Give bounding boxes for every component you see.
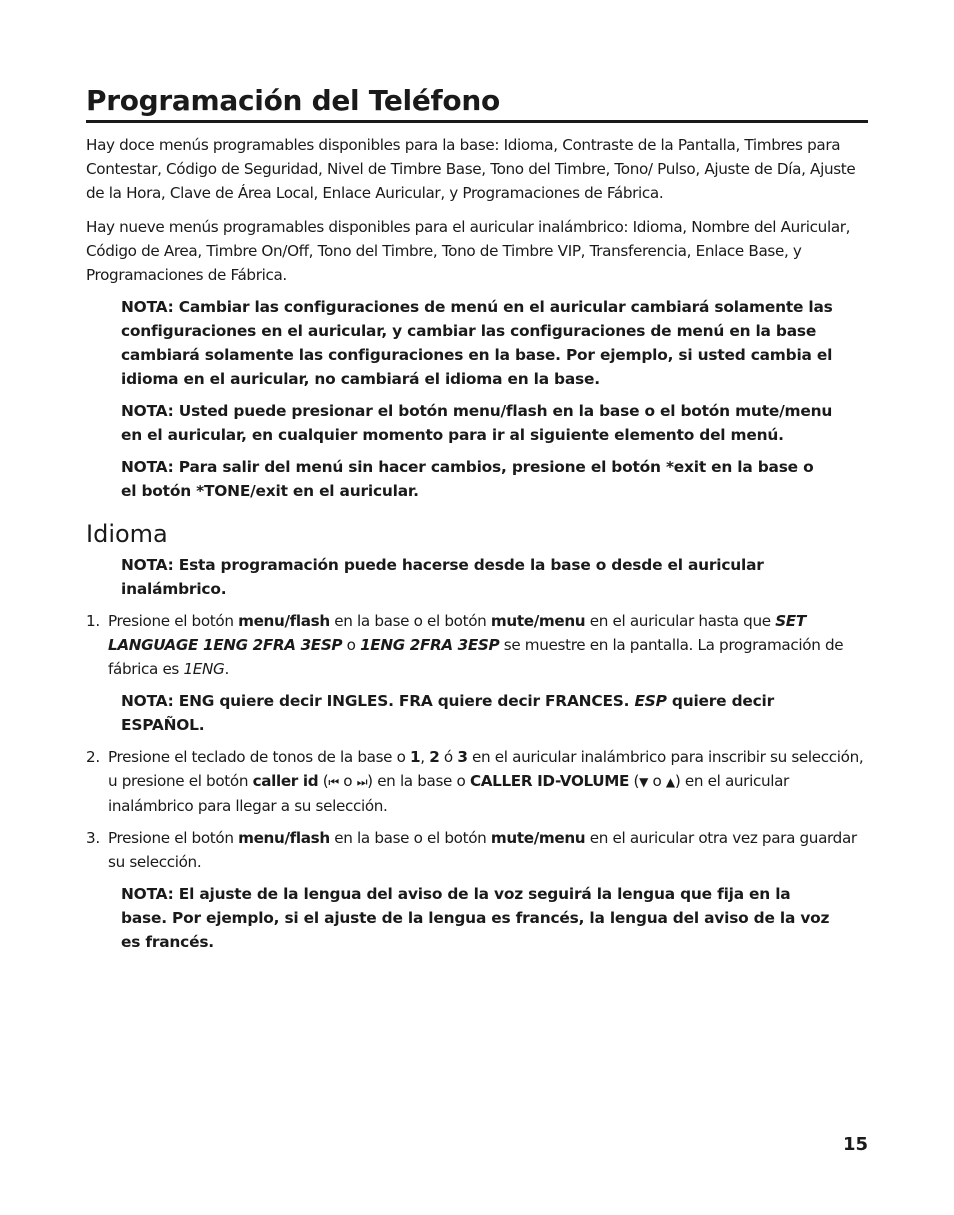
step-1: [86, 609, 868, 681]
step-text: ) en la base o: [367, 772, 470, 790]
skip-back-icon: ⏮: [328, 775, 339, 789]
step-text: Presione el botón: [108, 829, 239, 847]
note-language-source: NOTA: Esta programación puede hacerse desde la base o desde el auricular inalámbrico.: [121, 556, 764, 598]
note-exit-menu: NOTA: Para salir del menú sin hacer cambios, presione el botón *exit en la base o el botón *TONE/exit en el auricular.: [121, 458, 814, 500]
note-text: ESP: [634, 692, 667, 710]
step-3: [86, 826, 868, 874]
arrow-up-icon: ▲: [665, 775, 675, 789]
section-heading-idioma: Idioma: [86, 520, 168, 548]
step-number: 3.: [86, 829, 100, 847]
key-mute-menu: mute/menu: [490, 829, 586, 847]
step-text: en la base o el botón: [329, 829, 491, 847]
intro-paragraph-handset: Hay nueve menús programables disponibles para el auricular inalámbrico: Idioma, Nombre del Auricular, Código de Area, Timbre On/Off, Tono del Timbre, Tono de Timbre VIP, Transferencia, Enlace Base, y Programaciones de Fábrica.: [86, 218, 851, 284]
default-value: 1ENG: [183, 660, 225, 678]
key-caller-id: caller id: [252, 772, 319, 790]
display-text: 1ENG 2FRA 3ESP: [360, 636, 500, 654]
note-voice-prompt-language: NOTA: El ajuste de la lengua del aviso de la voz seguirá la lengua que fija en la base. Por ejemplo, si el ajuste de la lengua es francés, la lengua del aviso de la voz es francés.: [121, 885, 830, 951]
step-text: en la base o el botón: [329, 612, 491, 630]
step-2: [86, 745, 868, 818]
step-text: o: [342, 636, 361, 654]
key-1: 1: [410, 748, 421, 766]
step-text: ) en el auricular inalámbrico para llegar a su selección.: [108, 772, 789, 815]
key-2: 2: [429, 748, 440, 766]
step-text: en el auricular hasta que: [585, 612, 776, 630]
key-menu-flash: menu/flash: [238, 829, 330, 847]
step-number: 2.: [86, 748, 100, 766]
page-number: 15: [842, 1134, 868, 1155]
note-text: quiere decir ESPAÑOL.: [121, 692, 775, 734]
step-text: o: [648, 772, 666, 790]
note-next-item: NOTA: Usted puede presionar el botón menu/flash en la base o el botón mute/menu en el auricular, en cualquier momento para ir al siguiente elemento del menú.: [121, 402, 833, 444]
step-text: .: [224, 660, 229, 678]
arrow-down-icon: ▼: [639, 775, 649, 789]
step-text: (: [629, 772, 640, 790]
page-title: Programación del Teléfono: [86, 84, 868, 123]
step-text: (: [318, 772, 329, 790]
key-caller-id-volume: CALLER ID-VOLUME: [469, 772, 630, 790]
step-text: en el auricular inalámbrico para inscribir su selección, u presione el botón: [108, 748, 864, 790]
step-text: ó: [439, 748, 458, 766]
step-text: en el auricular otra vez para guardar su selección.: [108, 829, 857, 871]
skip-forward-icon: ⏭: [356, 775, 368, 789]
document-page: [86, 84, 868, 954]
key-menu-flash: menu/flash: [238, 612, 330, 630]
step-text: se muestre en la pantalla. La programación de fábrica es: [108, 636, 844, 678]
step-text: Presione el botón: [108, 612, 239, 630]
note-menu-scope: NOTA: Cambiar las configuraciones de menú en el auricular cambiará solamente las configuraciones en el auricular, y cambiar las configuraciones de menú en la base cambiará solamente las configuraciones en la base. Por ejemplo, si usted cambia el idioma en el auricular, no cambiará el idioma en la base.: [121, 298, 833, 388]
key-3: 3: [457, 748, 468, 766]
note-language-codes: [121, 689, 833, 737]
display-text: SET LANGUAGE 1ENG 2FRA 3ESP: [108, 612, 806, 654]
intro-paragraph-base: Hay doce menús programables disponibles para la base: Idioma, Contraste de la Pantalla, Timbres para Contestar, Código de Seguridad, Nivel de Timbre Base, Tono del Timbre, Tono/ Pulso, Ajuste de Día, Ajuste de la Hora, Clave de Área Local, Enlace Auricular, y Programaciones de Fábrica.: [86, 136, 856, 202]
key-mute-menu: mute/menu: [490, 612, 586, 630]
note-text: NOTA: ENG quiere decir INGLES. FRA quiere decir FRANCES.: [121, 692, 635, 710]
step-text: Presione el teclado de tonos de la base o: [108, 748, 411, 766]
step-text: o: [338, 772, 357, 790]
step-text: ,: [420, 748, 430, 766]
step-number: 1.: [86, 612, 100, 630]
